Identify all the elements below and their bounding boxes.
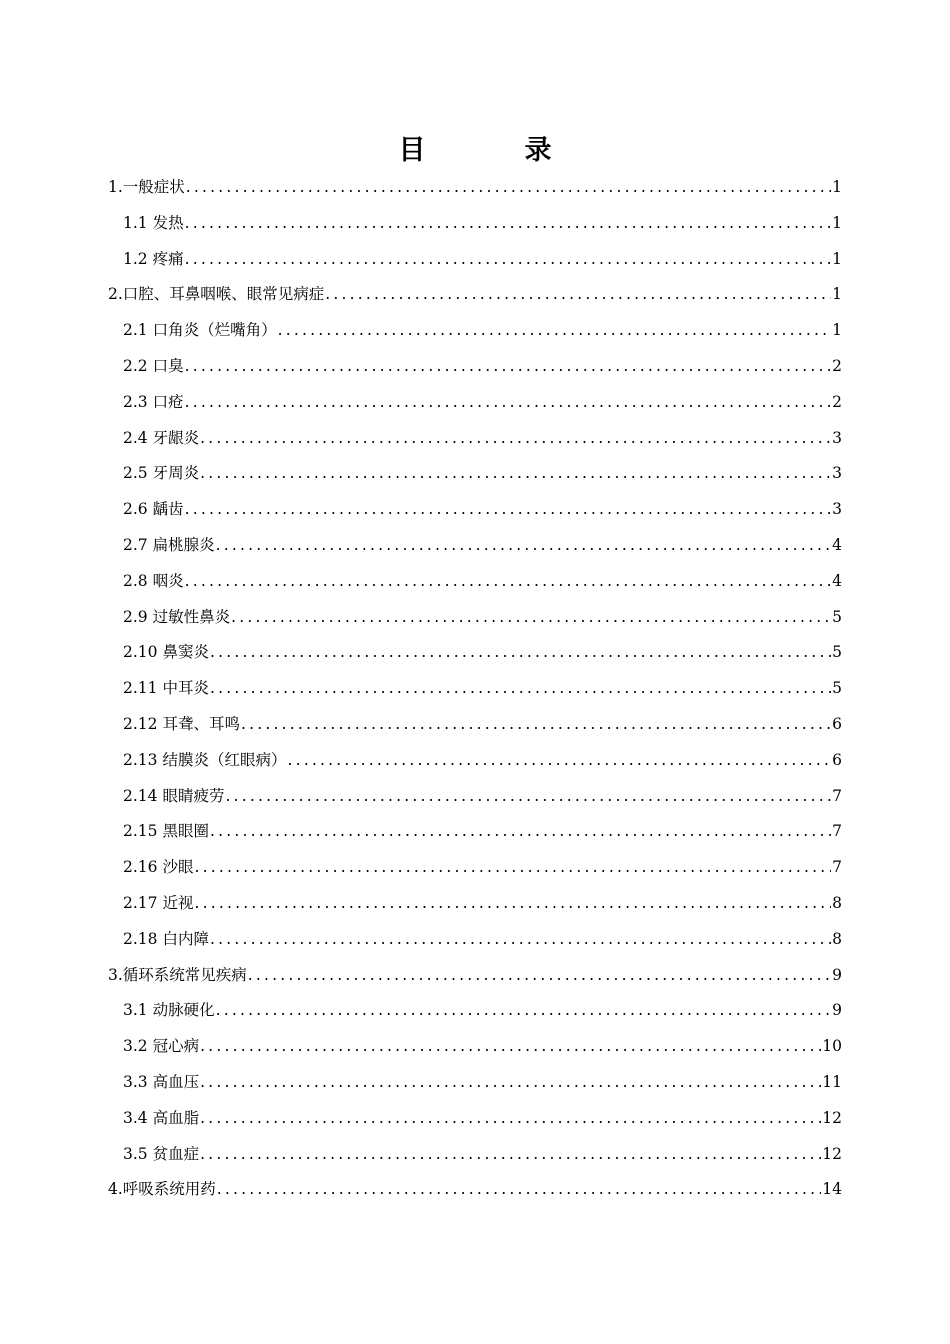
toc-entry-page-number: 9 <box>832 1001 842 1020</box>
toc-dot-leader <box>216 528 832 564</box>
toc-dot-leader <box>185 242 832 278</box>
toc-entry <box>108 1065 842 1101</box>
toc-entry <box>108 958 842 994</box>
toc-entry <box>108 707 842 743</box>
toc-entry-page-number: 1 <box>832 249 842 268</box>
toc-entry-page-number: 4 <box>832 535 842 554</box>
toc-dot-leader <box>210 814 831 850</box>
toc-entry-page-number: 2 <box>832 392 842 411</box>
toc-dot-leader <box>210 922 831 958</box>
toc-entry <box>108 814 842 850</box>
toc-entry-page-number: 1 <box>832 285 842 304</box>
toc-entry-label: 1.1 发热 <box>123 213 184 232</box>
toc-entry <box>108 492 842 528</box>
toc-entry-label: 2.2 口臭 <box>123 356 184 375</box>
toc-dot-leader <box>216 993 832 1029</box>
toc-entry-label: 2.3 口疮 <box>123 392 184 411</box>
toc-entry <box>108 313 842 349</box>
table-of-contents <box>108 170 842 1208</box>
toc-entry-page-number: 7 <box>832 786 842 805</box>
toc-dot-leader <box>278 313 832 349</box>
toc-entry-label: 3.1 动脉硬化 <box>123 1001 215 1020</box>
toc-dot-leader <box>200 1101 821 1137</box>
toc-entry-page-number: 7 <box>832 858 842 877</box>
toc-entry-label: 3.循环系统常见疾病 <box>108 965 247 984</box>
toc-entry-label: 2.5 牙周炎 <box>123 464 200 483</box>
toc-entry-page-number: 7 <box>832 822 842 841</box>
toc-entry-page-number: 4 <box>832 571 842 590</box>
toc-entry-page-number: 6 <box>832 714 842 733</box>
toc-dot-leader <box>325 277 831 313</box>
toc-entry-label: 2.1 口角炎（烂嘴角） <box>123 321 277 340</box>
toc-entry-label: 2.15 黑眼圈 <box>123 822 209 841</box>
toc-entry-page-number: 3 <box>832 428 842 447</box>
toc-dot-leader <box>194 886 831 922</box>
toc-entry-page-number: 5 <box>832 643 842 662</box>
toc-entry <box>108 635 842 671</box>
toc-entry-page-number: 12 <box>822 1108 842 1127</box>
toc-dot-leader <box>248 958 831 994</box>
toc-entry-page-number: 8 <box>832 929 842 948</box>
toc-entry-page-number: 3 <box>832 464 842 483</box>
toc-entry-page-number: 12 <box>822 1144 842 1163</box>
toc-entry-label: 2.17 近视 <box>123 893 194 912</box>
toc-entry-page-number: 1 <box>832 178 842 196</box>
toc-entry-page-number: 9 <box>832 965 842 984</box>
toc-entry-label: 2.12 耳聋、耳鸣 <box>123 714 240 733</box>
toc-entry <box>108 349 842 385</box>
toc-entry <box>108 1172 842 1208</box>
toc-entry-label: 3.3 高血压 <box>123 1072 200 1091</box>
toc-dot-leader <box>185 206 832 242</box>
toc-entry-page-number: 5 <box>832 607 842 626</box>
toc-entry <box>108 170 842 206</box>
toc-dot-leader <box>185 385 832 421</box>
toc-entry-label: 3.5 贫血症 <box>123 1144 200 1163</box>
toc-entry-label: 2.11 中耳炎 <box>123 679 209 698</box>
toc-entry-page-number: 1 <box>832 213 842 232</box>
toc-entry-page-number: 14 <box>822 1180 842 1199</box>
toc-dot-leader <box>200 1065 821 1101</box>
toc-dot-leader <box>185 564 832 600</box>
toc-entry <box>108 671 842 707</box>
toc-dot-leader <box>210 635 831 671</box>
toc-entry-label: 2.18 白内障 <box>123 929 209 948</box>
toc-dot-leader <box>186 170 831 206</box>
toc-entry-label: 2.口腔、耳鼻咽喉、眼常见病症 <box>108 285 325 304</box>
toc-entry-page-number: 3 <box>832 500 842 519</box>
toc-entry <box>108 421 842 457</box>
toc-entry <box>108 922 842 958</box>
toc-entry <box>108 600 842 636</box>
toc-dot-leader <box>185 492 832 528</box>
toc-entry <box>108 277 842 313</box>
toc-dot-leader <box>231 600 831 636</box>
toc-dot-leader <box>210 671 831 707</box>
toc-dot-leader <box>200 1029 821 1065</box>
toc-entry-label: 2.8 咽炎 <box>123 571 184 590</box>
toc-entry-label: 1.2 疼痛 <box>123 249 184 268</box>
toc-dot-leader <box>185 349 832 385</box>
toc-entry-label: 2.9 过敏性鼻炎 <box>123 607 231 626</box>
toc-dot-leader <box>287 743 831 779</box>
toc-dot-leader <box>217 1172 821 1208</box>
toc-entry-label: 2.4 牙龈炎 <box>123 428 200 447</box>
toc-entry <box>108 743 842 779</box>
toc-entry-label: 3.2 冠心病 <box>123 1037 200 1056</box>
toc-entry <box>108 1137 842 1173</box>
toc-entry-page-number: 10 <box>822 1037 842 1056</box>
toc-dot-leader <box>200 421 831 457</box>
toc-entry-label: 4.呼吸系统用药 <box>108 1180 216 1199</box>
toc-entry-page-number: 1 <box>832 321 842 340</box>
toc-entry-page-number: 6 <box>832 750 842 769</box>
toc-entry-label: 2.16 沙眼 <box>123 858 194 877</box>
toc-dot-leader <box>225 779 831 815</box>
toc-entry <box>108 242 842 278</box>
toc-entry-page-number: 11 <box>822 1072 842 1091</box>
toc-entry <box>108 385 842 421</box>
toc-entry-label: 3.4 高血脂 <box>123 1108 200 1127</box>
toc-entry-label: 2.13 结膜炎（红眼病） <box>123 750 287 769</box>
toc-entry <box>108 528 842 564</box>
toc-entry <box>108 564 842 600</box>
toc-entry <box>108 886 842 922</box>
toc-entry <box>108 779 842 815</box>
toc-entry-label: 1.一般症状 <box>108 178 185 196</box>
toc-dot-leader <box>200 1137 821 1173</box>
toc-entry-label: 2.14 眼睛疲劳 <box>123 786 225 805</box>
toc-dot-leader <box>241 707 831 743</box>
toc-entry-page-number: 8 <box>832 893 842 912</box>
toc-entry-label: 2.10 鼻窦炎 <box>123 643 209 662</box>
toc-entry <box>108 993 842 1029</box>
toc-dot-leader <box>200 456 831 492</box>
toc-entry-label: 2.7 扁桃腺炎 <box>123 535 215 554</box>
toc-entry <box>108 1101 842 1137</box>
toc-entry <box>108 456 842 492</box>
toc-entry-page-number: 5 <box>832 679 842 698</box>
toc-entry <box>108 1029 842 1065</box>
toc-entry <box>108 850 842 886</box>
page-title: 目 录 <box>398 135 588 166</box>
toc-entry <box>108 206 842 242</box>
toc-dot-leader <box>194 850 831 886</box>
toc-entry-label: 2.6 龋齿 <box>123 500 184 519</box>
toc-entry-page-number: 2 <box>832 356 842 375</box>
